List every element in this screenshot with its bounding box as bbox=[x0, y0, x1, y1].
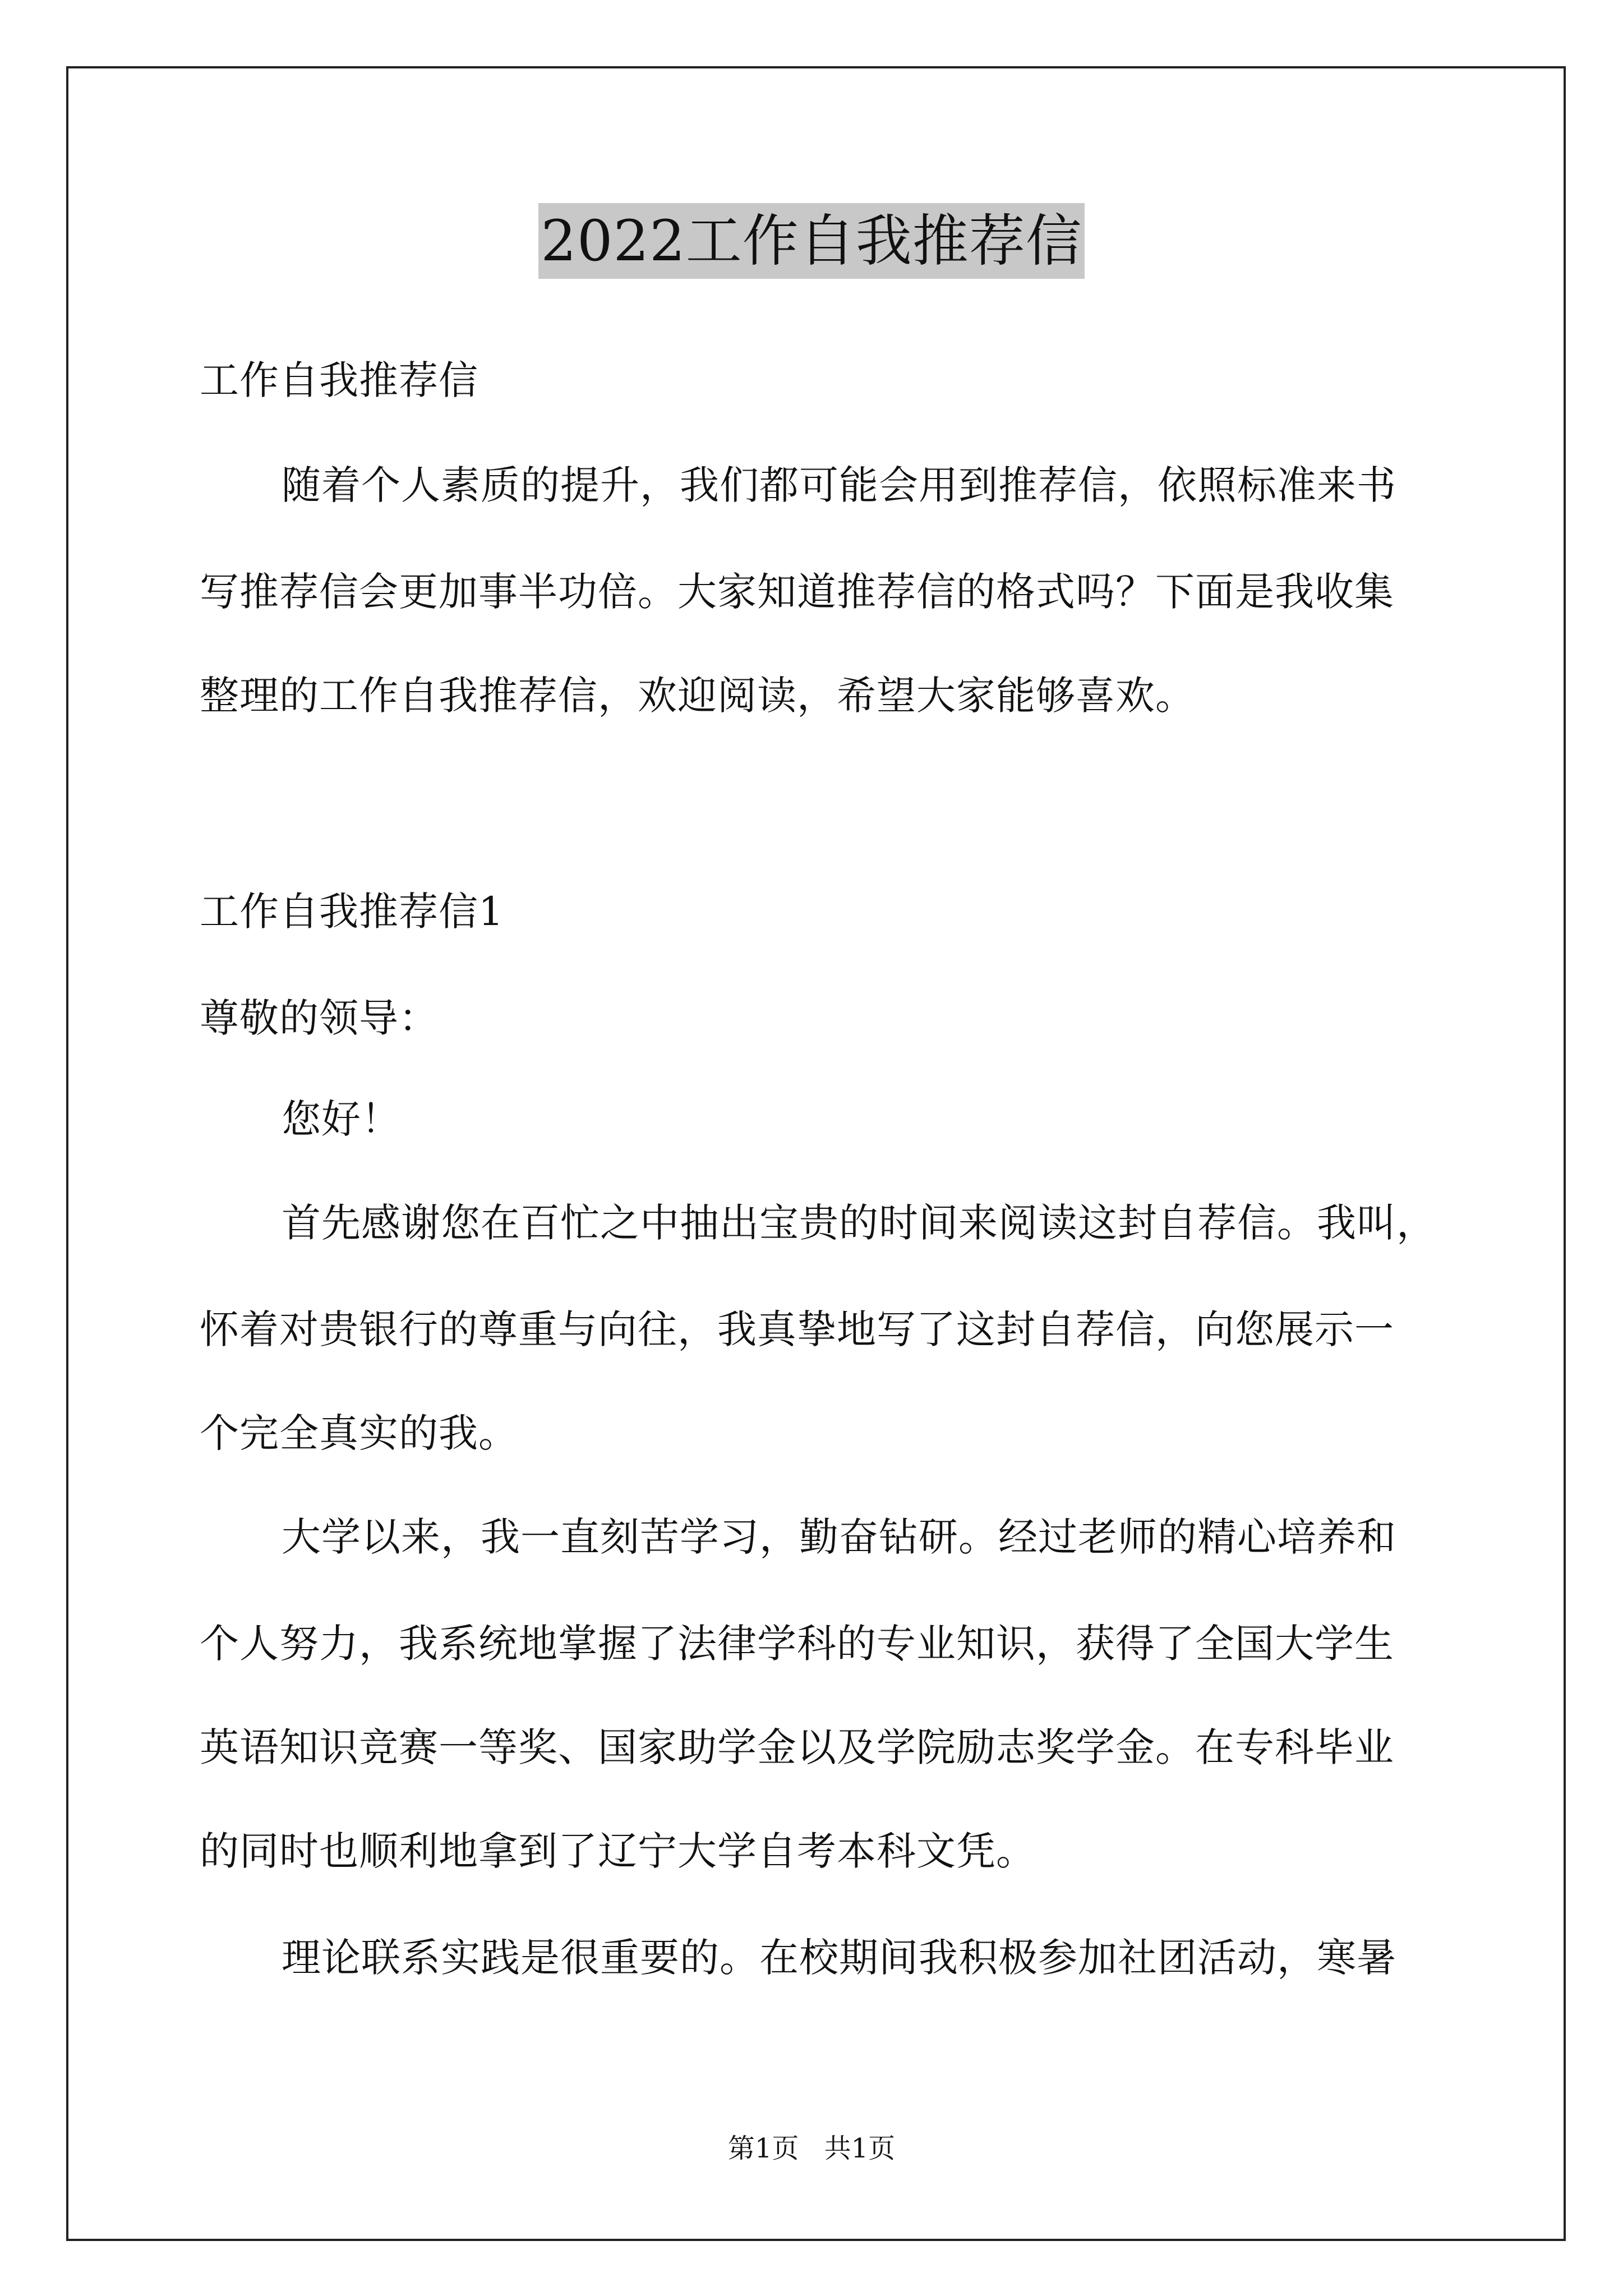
greeting: 您好！ bbox=[282, 1096, 401, 1142]
paragraph-line: 个完全真实的我。 bbox=[200, 1410, 518, 1456]
paragraph-line: 理论联系实践是很重要的。在校期间我积极参加社团活动，寒暑 bbox=[282, 1935, 1396, 1981]
title-container bbox=[0, 203, 1623, 279]
paragraph-line: 大学以来，我一直刻苦学习，勤奋钻研。经过老师的精心培养和 bbox=[282, 1514, 1396, 1560]
paragraph-line: 首先感谢您在百忙之中抽出宝贵的时间来阅读这封自荐信。我叫， bbox=[282, 1200, 1436, 1246]
paragraph-line: 怀着对贵银行的尊重与向往，我真挚地写了这封自荐信，向您展示一 bbox=[200, 1306, 1394, 1352]
intro-line: 整理的工作自我推荐信，欢迎阅读，希望大家能够喜欢。 bbox=[200, 673, 1195, 719]
paragraph-line: 的同时也顺利地拿到了辽宁大学自考本科文凭。 bbox=[200, 1828, 1036, 1874]
paragraph-line: 英语知识竞赛一等奖、国家助学金以及学院励志奖学金。在专科毕业 bbox=[200, 1724, 1394, 1770]
page-footer: 第1页 共1页 bbox=[727, 2133, 896, 2164]
subtitle: 工作自我推荐信 bbox=[200, 357, 478, 403]
intro-line: 写推荐信会更加事半功倍。大家知道推荐信的格式吗？下面是我收集 bbox=[200, 569, 1394, 615]
paragraph-line: 个人努力，我系统地掌握了法律学科的专业知识，获得了全国大学生 bbox=[200, 1621, 1394, 1667]
document-title: 2022工作自我推荐信 bbox=[538, 203, 1085, 279]
salutation: 尊敬的领导： bbox=[200, 995, 439, 1041]
intro-line: 随着个人素质的提升，我们都可能会用到推荐信，依照标准来书 bbox=[282, 462, 1396, 508]
section-heading: 工作自我推荐信1 bbox=[200, 889, 504, 935]
